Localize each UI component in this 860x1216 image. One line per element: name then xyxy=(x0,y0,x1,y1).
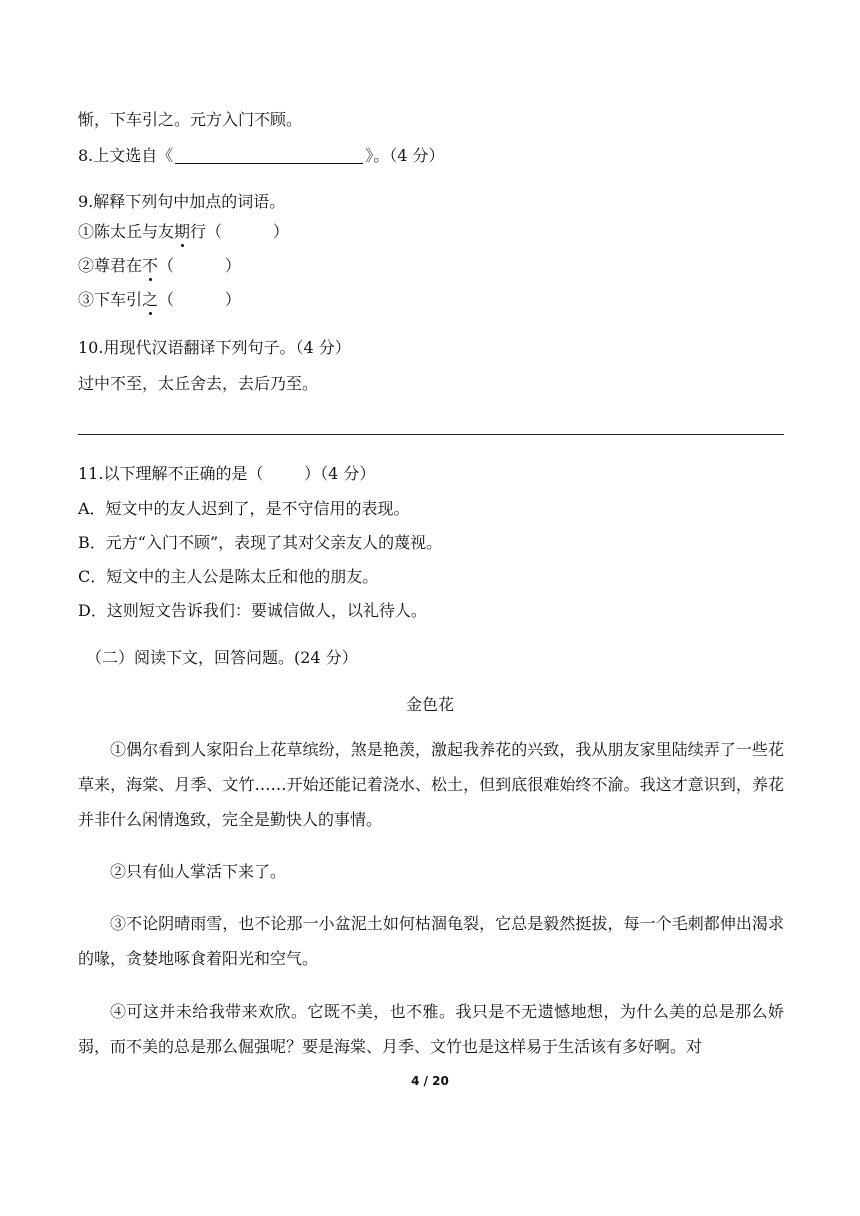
article-paragraph-3: ③不论阴晴雨雪，也不论那一小盆泥土如何枯涸龟裂，它总是毅然挺拔，每一个毛刺都伸出渴求的喙，贪婪地啄食着阳光和空气。 xyxy=(78,914,784,968)
q9-item-2-before: ②尊君在 xyxy=(78,256,143,275)
continuation-line: 惭，下车引之。元方入门不顾。 xyxy=(78,110,303,129)
q9-item-2-answer: （ ） xyxy=(158,256,241,275)
question-9-item-2 xyxy=(78,256,241,276)
q8-text-before: 8.上文选自《 xyxy=(78,146,174,165)
article-paragraph-4: ④可这并未给我带来欢欣。它既不美，也不雅。我只是不无遗憾地想，为什么美的总是那么娇弱，而不美的总是那么倔强呢？要是海棠、月季、文竹也是这样易于生活该有多好啊。对 xyxy=(78,1002,784,1056)
q9-item-3-answer: （ ） xyxy=(158,290,241,309)
q9-item-1-before: ①陈太丘与友 xyxy=(78,222,175,241)
answer-line[interactable] xyxy=(78,434,784,435)
question-10-prompt: 10.用现代汉语翻译下列句子。（4 分） xyxy=(78,338,351,357)
q9-item-2-dotted-word: 不 xyxy=(142,256,159,275)
q9-item-1-answer: 行（ ） xyxy=(190,222,289,241)
article-paragraph-2: ②只有仙人掌活下来了。 xyxy=(110,862,287,881)
q9-item-3-before: ③下车引 xyxy=(78,290,143,309)
question-10-sentence: 过中不至，太丘舍去，去后乃至。 xyxy=(78,374,319,393)
q8-text-after: 》。（4 分） xyxy=(365,146,445,165)
q11-option-c: C．短文中的主人公是陈太丘和他的朋友。 xyxy=(78,567,379,586)
q9-item-3-dotted-word: 之 xyxy=(142,290,159,309)
q8-answer-blank[interactable] xyxy=(175,147,363,164)
question-9-item-3 xyxy=(78,290,241,310)
question-9-prompt: 9.解释下列句中加点的词语。 xyxy=(78,192,286,211)
q11-option-a: A．短文中的友人迟到了，是不守信用的表现。 xyxy=(78,499,410,518)
q11-option-b: B．元方“入门不顾”，表现了其对父亲友人的蔑视。 xyxy=(78,533,443,552)
article-paragraph-1: ①偶尔看到人家阳台上花草缤纷，煞是艳羡，激起我养花的兴致，我从朋友家里陆续弄了一些花草来，海棠、月季、文竹……开始还能记着浇水、松土，但到底很难始终不渝。我这才意识到，养花并非什么闲情逸致，完全是勤快人的事情。 xyxy=(78,740,784,829)
question-8 xyxy=(78,146,445,166)
question-9-item-1 xyxy=(78,222,289,242)
page-number: 4 / 20 xyxy=(411,1074,449,1088)
section-2-heading: （二）阅读下文，回答问题。(24 分） xyxy=(86,648,358,667)
question-11-prompt: 11.以下理解不正确的是（ ）（4 分） xyxy=(78,464,376,483)
q9-item-1-dotted-word: 期 xyxy=(174,222,191,241)
article-title: 金色花 xyxy=(405,695,454,714)
q11-option-d: D．这则短文告诉我们：要诚信做人，以礼待人。 xyxy=(78,601,427,620)
